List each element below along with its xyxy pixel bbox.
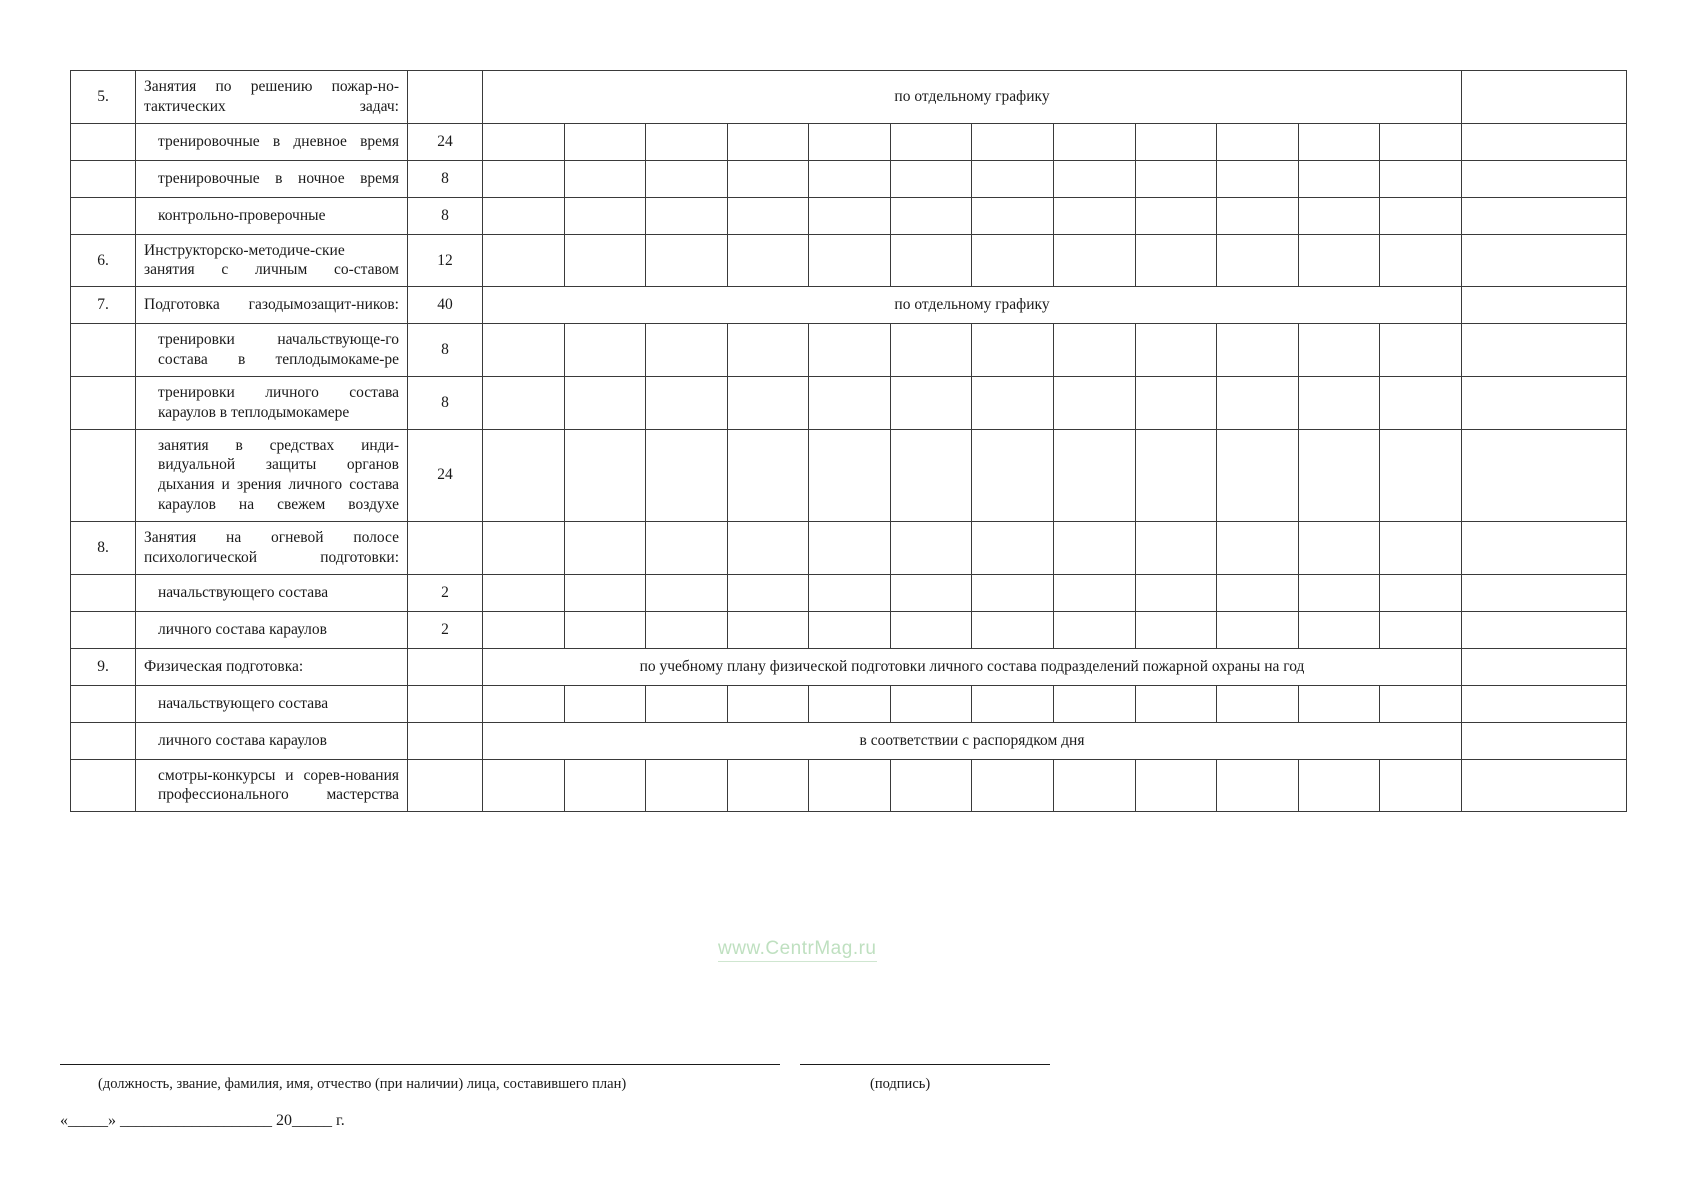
month-cell: [809, 429, 891, 521]
month-cell: [727, 160, 809, 197]
month-cell: [972, 759, 1054, 812]
month-cell: [483, 611, 565, 648]
row-span-note-cell: по отдельному графику: [483, 287, 1462, 324]
signature-block: [60, 1052, 1640, 1130]
row-tail-cell: [1462, 759, 1627, 812]
month-cell: [1380, 376, 1462, 429]
month-cell: [483, 376, 565, 429]
row-title-cell: начальствующего состава: [136, 574, 408, 611]
row-hours-cell: 8: [408, 376, 483, 429]
month-cell: [1217, 324, 1299, 377]
row-number-cell: [71, 685, 136, 722]
row-hours-cell: 8: [408, 160, 483, 197]
row-title-cell: Инструкторско-методиче-ские занятия с личным со-ставом: [136, 234, 408, 287]
month-cell: [483, 197, 565, 234]
month-cell: [972, 123, 1054, 160]
month-cell: [727, 324, 809, 377]
month-cell: [483, 521, 565, 574]
month-cell: [809, 234, 891, 287]
month-cell: [483, 685, 565, 722]
row-hours-cell: [408, 722, 483, 759]
row-number-cell: [71, 324, 136, 377]
month-cell: [1380, 759, 1462, 812]
month-cell: [1135, 521, 1217, 574]
month-cell: [1135, 376, 1217, 429]
month-cell: [1380, 324, 1462, 377]
row-title-cell: смотры-конкурсы и сорев-нования профессионального мастерства: [136, 759, 408, 812]
table-row: [71, 648, 1627, 685]
row-hours-cell: [408, 521, 483, 574]
row-tail-cell: [1462, 574, 1627, 611]
month-cell: [483, 324, 565, 377]
month-cell: [646, 759, 728, 812]
month-cell: [809, 685, 891, 722]
row-tail-cell: [1462, 648, 1627, 685]
table-row: [71, 376, 1627, 429]
row-number-cell: 7.: [71, 287, 136, 324]
row-title-cell: Физическая подготовка:: [136, 648, 408, 685]
table-row: [71, 287, 1627, 324]
month-cell: [809, 611, 891, 648]
month-cell: [1298, 429, 1380, 521]
month-cell: [1298, 324, 1380, 377]
month-cell: [1298, 197, 1380, 234]
month-cell: [1380, 234, 1462, 287]
month-cell: [1217, 376, 1299, 429]
month-cell: [727, 376, 809, 429]
month-cell: [809, 123, 891, 160]
month-cell: [1135, 429, 1217, 521]
table-row: [71, 685, 1627, 722]
month-cell: [1217, 521, 1299, 574]
month-cell: [890, 234, 972, 287]
month-cell: [564, 376, 646, 429]
month-cell: [564, 574, 646, 611]
row-number-cell: [71, 160, 136, 197]
table-row: [71, 160, 1627, 197]
month-cell: [646, 429, 728, 521]
month-cell: [1054, 376, 1136, 429]
row-span-note-cell: в соответствии с распорядком дня: [483, 722, 1462, 759]
row-number-cell: [71, 123, 136, 160]
row-hours-cell: 2: [408, 574, 483, 611]
table-row: [71, 324, 1627, 377]
month-cell: [1380, 685, 1462, 722]
month-cell: [483, 759, 565, 812]
row-hours-cell: [408, 648, 483, 685]
row-title-cell: тренировочные в дневное время: [136, 123, 408, 160]
row-title-cell: контрольно-проверочные: [136, 197, 408, 234]
row-title-cell: Занятия на огневой полосе психологической подготовки:: [136, 521, 408, 574]
month-cell: [564, 759, 646, 812]
month-cell: [564, 324, 646, 377]
row-tail-cell: [1462, 197, 1627, 234]
row-number-cell: [71, 611, 136, 648]
month-cell: [1217, 611, 1299, 648]
month-cell: [564, 611, 646, 648]
month-cell: [890, 521, 972, 574]
row-number-cell: [71, 197, 136, 234]
month-cell: [809, 376, 891, 429]
row-tail-cell: [1462, 521, 1627, 574]
row-tail-cell: [1462, 123, 1627, 160]
month-cell: [972, 234, 1054, 287]
row-number-cell: 6.: [71, 234, 136, 287]
month-cell: [1135, 611, 1217, 648]
signature-line: [800, 1064, 1050, 1065]
month-cell: [1054, 685, 1136, 722]
month-cell: [1298, 521, 1380, 574]
row-span-note-cell: по учебному плану физической подготовки личного состава подразделений пожарной охраны на год: [483, 648, 1462, 685]
month-cell: [1054, 197, 1136, 234]
row-hours-cell: 2: [408, 611, 483, 648]
row-hours-cell: 24: [408, 429, 483, 521]
row-tail-cell: [1462, 611, 1627, 648]
training-plan-table: [70, 70, 1627, 812]
month-cell: [483, 429, 565, 521]
month-cell: [809, 160, 891, 197]
row-number-cell: 9.: [71, 648, 136, 685]
row-number-cell: 8.: [71, 521, 136, 574]
row-tail-cell: [1462, 160, 1627, 197]
row-tail-cell: [1462, 376, 1627, 429]
month-cell: [890, 160, 972, 197]
row-tail-cell: [1462, 71, 1627, 124]
month-cell: [1135, 197, 1217, 234]
row-hours-cell: [408, 759, 483, 812]
row-hours-cell: 24: [408, 123, 483, 160]
month-cell: [727, 685, 809, 722]
month-cell: [809, 197, 891, 234]
month-cell: [1380, 611, 1462, 648]
row-title-cell: тренировочные в ночное время: [136, 160, 408, 197]
month-cell: [564, 521, 646, 574]
table-row: [71, 521, 1627, 574]
site-watermark: www.CentrMag.ru: [718, 938, 877, 962]
table-row: [71, 197, 1627, 234]
month-cell: [972, 376, 1054, 429]
row-hours-cell: 40: [408, 287, 483, 324]
month-cell: [1217, 160, 1299, 197]
month-cell: [890, 574, 972, 611]
month-cell: [1054, 574, 1136, 611]
signature-lines: [60, 1052, 1640, 1072]
month-cell: [1380, 429, 1462, 521]
row-title-cell: тренировки начальствующе-го состава в теплодымокаме-ре: [136, 324, 408, 377]
month-cell: [1135, 685, 1217, 722]
row-tail-cell: [1462, 685, 1627, 722]
month-cell: [483, 160, 565, 197]
table-row: [71, 123, 1627, 160]
month-cell: [1135, 759, 1217, 812]
month-cell: [972, 611, 1054, 648]
month-cell: [727, 759, 809, 812]
month-cell: [972, 324, 1054, 377]
month-cell: [1054, 234, 1136, 287]
month-cell: [727, 521, 809, 574]
date-line: «_____» ___________________ 20_____ г.: [60, 1112, 345, 1129]
month-cell: [890, 685, 972, 722]
month-cell: [890, 429, 972, 521]
month-cell: [646, 685, 728, 722]
month-cell: [1298, 574, 1380, 611]
row-hours-cell: 8: [408, 324, 483, 377]
month-cell: [1217, 429, 1299, 521]
row-tail-cell: [1462, 234, 1627, 287]
author-line: [60, 1064, 780, 1065]
row-tail-cell: [1462, 429, 1627, 521]
month-cell: [1135, 123, 1217, 160]
signature-caption: (подпись): [870, 1076, 931, 1092]
month-cell: [564, 160, 646, 197]
month-cell: [890, 123, 972, 160]
month-cell: [1054, 759, 1136, 812]
month-cell: [1380, 123, 1462, 160]
month-cell: [483, 123, 565, 160]
month-cell: [1298, 123, 1380, 160]
month-cell: [972, 685, 1054, 722]
month-cell: [972, 574, 1054, 611]
row-title-cell: Занятия по решению пожар-но-тактических задач:: [136, 71, 408, 124]
month-cell: [727, 611, 809, 648]
month-cell: [890, 197, 972, 234]
month-cell: [972, 429, 1054, 521]
table-row: [71, 71, 1627, 124]
month-cell: [646, 376, 728, 429]
month-cell: [1135, 160, 1217, 197]
month-cell: [1135, 234, 1217, 287]
month-cell: [646, 160, 728, 197]
month-cell: [564, 429, 646, 521]
month-cell: [972, 197, 1054, 234]
month-cell: [1217, 759, 1299, 812]
month-cell: [1217, 574, 1299, 611]
row-number-cell: [71, 376, 136, 429]
month-cell: [646, 574, 728, 611]
table-row: [71, 722, 1627, 759]
month-cell: [1217, 197, 1299, 234]
table-row: [71, 759, 1627, 812]
month-cell: [890, 611, 972, 648]
month-cell: [727, 123, 809, 160]
month-cell: [646, 521, 728, 574]
month-cell: [890, 324, 972, 377]
row-number-cell: [71, 759, 136, 812]
month-cell: [1054, 324, 1136, 377]
row-tail-cell: [1462, 324, 1627, 377]
table-row: [71, 234, 1627, 287]
month-cell: [646, 123, 728, 160]
month-cell: [646, 234, 728, 287]
month-cell: [809, 521, 891, 574]
month-cell: [1380, 521, 1462, 574]
author-caption: (должность, звание, фамилия, имя, отчество (при наличии) лица, составившего план): [98, 1076, 627, 1092]
month-cell: [1135, 574, 1217, 611]
month-cell: [809, 759, 891, 812]
table-row: [71, 574, 1627, 611]
month-cell: [1135, 324, 1217, 377]
month-cell: [727, 429, 809, 521]
row-title-cell: начальствующего состава: [136, 685, 408, 722]
month-cell: [1054, 123, 1136, 160]
month-cell: [483, 234, 565, 287]
month-cell: [1054, 429, 1136, 521]
month-cell: [727, 234, 809, 287]
month-cell: [564, 197, 646, 234]
table-row: [71, 429, 1627, 521]
row-number-cell: [71, 574, 136, 611]
month-cell: [972, 160, 1054, 197]
month-cell: [1298, 376, 1380, 429]
month-cell: [1380, 160, 1462, 197]
month-cell: [890, 376, 972, 429]
row-hours-cell: 8: [408, 197, 483, 234]
month-cell: [1217, 685, 1299, 722]
table-body: [71, 71, 1627, 812]
month-cell: [564, 234, 646, 287]
month-cell: [1217, 234, 1299, 287]
row-tail-cell: [1462, 287, 1627, 324]
row-tail-cell: [1462, 722, 1627, 759]
row-title-cell: Подготовка газодымозащит-ников:: [136, 287, 408, 324]
month-cell: [1217, 123, 1299, 160]
month-cell: [646, 324, 728, 377]
month-cell: [972, 521, 1054, 574]
month-cell: [1298, 685, 1380, 722]
month-cell: [646, 197, 728, 234]
signature-captions: [60, 1076, 1640, 1098]
row-title-cell: личного состава караулов: [136, 611, 408, 648]
month-cell: [1380, 197, 1462, 234]
month-cell: [1298, 759, 1380, 812]
month-cell: [1298, 234, 1380, 287]
month-cell: [483, 574, 565, 611]
month-cell: [1298, 611, 1380, 648]
row-span-note-cell: по отдельному графику: [483, 71, 1462, 124]
month-cell: [809, 574, 891, 611]
month-cell: [564, 123, 646, 160]
month-cell: [1054, 521, 1136, 574]
row-hours-cell: [408, 71, 483, 124]
month-cell: [727, 574, 809, 611]
row-number-cell: [71, 722, 136, 759]
month-cell: [809, 324, 891, 377]
month-cell: [1298, 160, 1380, 197]
month-cell: [564, 685, 646, 722]
row-title-cell: личного состава караулов: [136, 722, 408, 759]
month-cell: [890, 759, 972, 812]
row-title-cell: тренировки личного состава караулов в теплодымокамере: [136, 376, 408, 429]
month-cell: [727, 197, 809, 234]
row-number-cell: 5.: [71, 71, 136, 124]
row-hours-cell: 12: [408, 234, 483, 287]
table-row: [71, 611, 1627, 648]
month-cell: [1380, 574, 1462, 611]
row-hours-cell: [408, 685, 483, 722]
row-number-cell: [71, 429, 136, 521]
month-cell: [646, 611, 728, 648]
month-cell: [1054, 611, 1136, 648]
row-title-cell: занятия в средствах инди-видуальной защиты органов дыхания и зрения личного состава караулов на свежем воздухе: [136, 429, 408, 521]
month-cell: [1054, 160, 1136, 197]
